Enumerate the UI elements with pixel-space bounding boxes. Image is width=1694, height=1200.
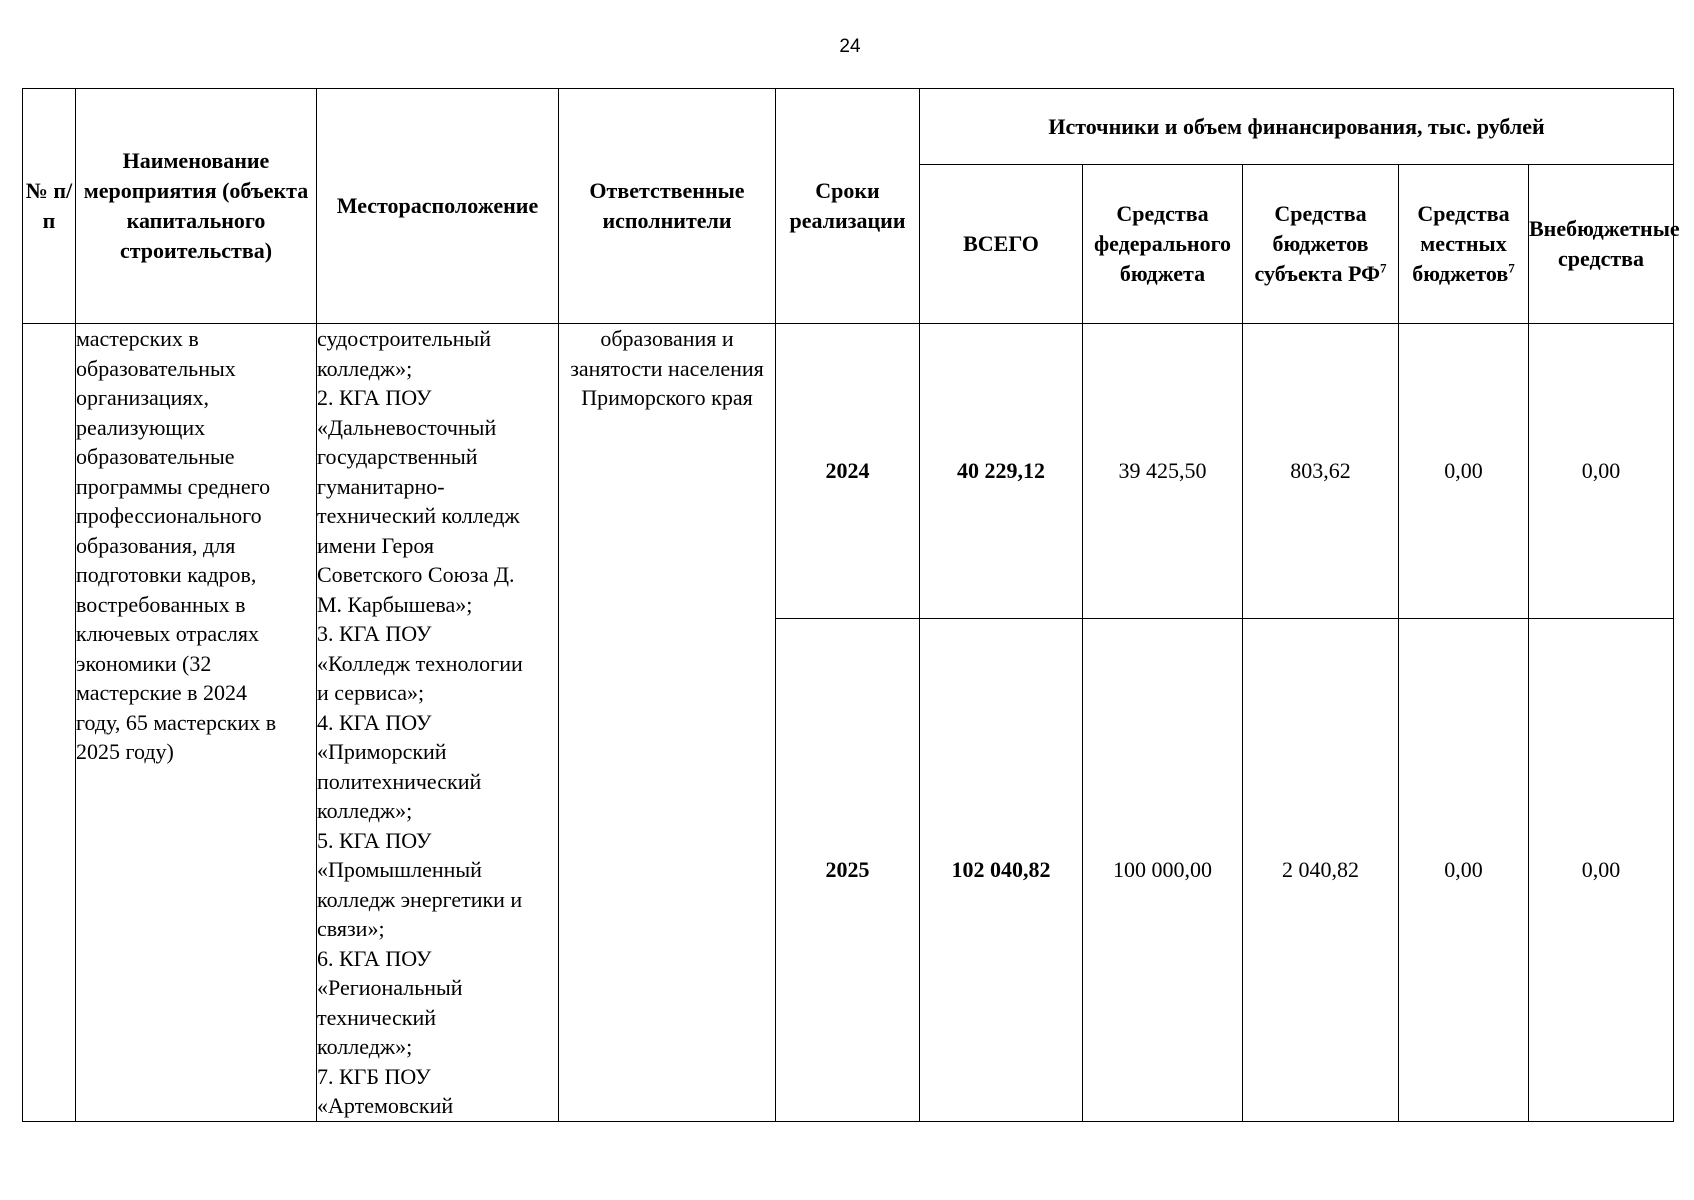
- header-period: Сроки реализации: [776, 89, 920, 324]
- extra-2025: 0,00: [1529, 619, 1674, 1122]
- year-2024: 2024: [776, 324, 920, 619]
- financing-table: [22, 88, 1680, 1122]
- header-local: [1399, 165, 1529, 324]
- federal-2024: 39 425,50: [1083, 324, 1243, 619]
- header-sources: Источники и объем финансирования, тыс. рублей: [920, 89, 1674, 165]
- local-2025: 0,00: [1399, 619, 1529, 1122]
- header-responsible: Ответственные исполнители: [559, 89, 776, 324]
- extra-2024: 0,00: [1529, 324, 1674, 619]
- header-extra: Внебюджетные средства: [1529, 165, 1674, 324]
- header-total: ВСЕГО: [920, 165, 1083, 324]
- header-federal: Средства федерального бюджета: [1083, 165, 1243, 324]
- header-local-label: Средства местных бюджетов: [1412, 201, 1510, 286]
- regional-2025: 2 040,82: [1243, 619, 1399, 1122]
- year-2025: 2025: [776, 619, 920, 1122]
- row-num: [23, 324, 76, 1122]
- header-regional: [1243, 165, 1399, 324]
- total-2025: 102 040,82: [920, 619, 1083, 1122]
- header-regional-footnote: 7: [1379, 260, 1387, 276]
- row-responsible-text: образования и занятости населения Приморского края: [570, 326, 764, 410]
- header-name: Наименование мероприятия (объекта капитального строительства): [76, 89, 317, 324]
- header-local-footnote: 7: [1508, 260, 1515, 276]
- federal-2025: 100 000,00: [1083, 619, 1243, 1122]
- row-name: [76, 324, 317, 1122]
- table-row: [23, 324, 1674, 619]
- header-location: Месторасположение: [317, 89, 559, 324]
- page-number: 24: [839, 36, 861, 57]
- row-name-text: мастерских в образовательных организациях, реализующих образовательные программы среднего профессионального образования, для подготовки кадров, востребованных в ключевых отраслях экономики (32 мастерские в 2024 году, 65 мастерских в 2025 году): [76, 326, 277, 764]
- header-regional-label: Средства бюджетов субъекта РФ: [1254, 201, 1380, 286]
- row-location: [317, 324, 559, 1122]
- local-2024: 0,00: [1399, 324, 1529, 619]
- header-num: № п/п: [23, 89, 76, 324]
- regional-2024: 803,62: [1243, 324, 1399, 619]
- total-2024: 40 229,12: [920, 324, 1083, 619]
- row-location-text: судостроительный колледж»; 2. КГА ПОУ «Дальневосточный государственный гуманитарно- технический колледж имени Героя Советского Союза Д. М. Карбышева»; 3. КГА ПОУ «Колледж технологии и сервиса»; 4. КГА ПОУ «Приморский политехнический колледж»; 5. КГА ПОУ «Промышленный колледж энергетики и связи»; 6. КГА ПОУ «Региональный технический колледж»; 7. КГБ ПОУ «Артемовский: [317, 326, 523, 1118]
- row-responsible: [559, 324, 776, 1122]
